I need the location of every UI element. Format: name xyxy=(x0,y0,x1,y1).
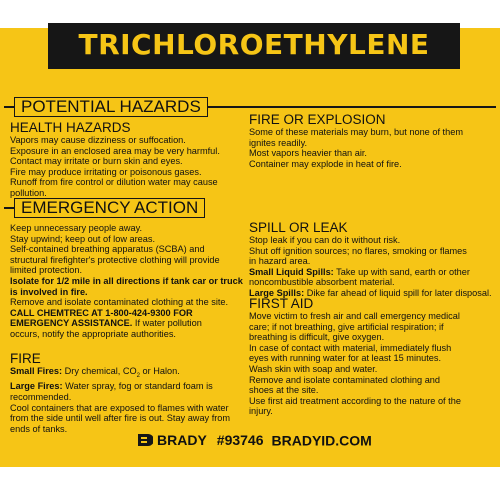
bold-text: Isolate for 1/2 mile in all directions if tank car or truck xyxy=(10,275,243,286)
text-line: from the side until well after fire is out. Stay away from xyxy=(10,413,231,424)
text-line: noncombustible absorbent material. xyxy=(249,277,395,288)
text-line xyxy=(10,381,250,392)
title-bar xyxy=(48,23,460,69)
text-line: pollution. xyxy=(10,187,47,198)
text-line: Some of these materials may burn, but none of them xyxy=(249,127,463,137)
plain-text: Take up with sand, earth or other xyxy=(333,266,470,277)
first-aid-heading: FIRST AID xyxy=(249,296,314,311)
plain-text: Dike far ahead of liquid spill for later disposal. xyxy=(304,287,492,298)
text-line xyxy=(10,318,250,329)
text-line: Vapors may cause dizziness or suffocation. xyxy=(10,135,186,145)
section-emergency-action xyxy=(4,198,204,218)
brady-logo-icon xyxy=(137,432,153,448)
text-line: Runoff from fire control or dilution water may cause xyxy=(10,177,218,188)
text-line: Remove and isolate contaminated clothing and xyxy=(249,374,441,385)
plain-text: If water pollution xyxy=(132,318,202,329)
text-line: In case of contact with material, immediately flush xyxy=(249,342,452,353)
text-line: injury. xyxy=(249,406,273,417)
website: BRADYID.COM xyxy=(271,432,372,449)
text-line xyxy=(10,366,250,381)
text-line-bold xyxy=(10,287,250,298)
section-title: EMERGENCY ACTION xyxy=(14,198,205,218)
bold-text: Large Spills: xyxy=(249,287,305,298)
fire-heading: FIRE xyxy=(10,351,41,366)
bold-text: CALL CHEMTREC AT 1-800-424-9300 FOR xyxy=(10,307,193,318)
text-line: Wash skin with soap and water. xyxy=(249,363,378,374)
plain-text: Dry chemical, CO xyxy=(62,366,137,376)
text-line: Fire may produce irritating or poisonous gases. xyxy=(10,166,202,177)
plain-text: Water spray, fog or standard foam is xyxy=(62,381,213,392)
text-line: Use first aid treatment according to the nature of the xyxy=(249,395,461,406)
spill-block xyxy=(249,221,494,299)
text-line: Exposure in an enclosed area may be very harmful. xyxy=(10,145,220,156)
fire-explosion-block xyxy=(249,113,489,169)
plain-text: or Halon. xyxy=(139,366,180,376)
text-line: Shut off ignition sources; no flares, smoking or flames xyxy=(249,245,467,256)
text-line: Most vapors heavier than air. xyxy=(249,148,367,159)
first-aid-block xyxy=(249,297,494,417)
text-line-bold xyxy=(10,308,250,319)
text-line: care; if not breathing, give artificial respiration; if xyxy=(249,321,444,332)
text-line: shoes at the site. xyxy=(249,385,319,396)
text-line: Stay upwind; keep out of low areas. xyxy=(10,233,156,244)
part-number: #93746 xyxy=(216,432,264,449)
text-line: Container may explode in heat of fire. xyxy=(249,158,402,169)
text-line: Stop leak if you can do it without risk. xyxy=(249,235,401,245)
text-line: Keep unnecessary people away. xyxy=(10,223,143,233)
brand-name: BRADY xyxy=(157,432,207,449)
text-line: eyes with running water for at least 15 minutes. xyxy=(249,353,442,364)
text-line: structural firefighter's protective clothing will provide xyxy=(10,254,220,265)
bold-text: is involved in fire. xyxy=(10,286,88,297)
text-line: limited protection. xyxy=(10,265,83,276)
emergency-block xyxy=(10,223,250,340)
text-line: Contact may irritate or burn skin and eyes. xyxy=(10,156,183,167)
text-line: Self-contained breathing apparatus (SCBA) and xyxy=(10,244,205,255)
text-line: ends of tanks. xyxy=(10,423,68,434)
text-line: recommended. xyxy=(10,392,72,403)
bold-text: Small Liquid Spills: xyxy=(249,266,334,277)
page-title: TRICHLOROETHYLENE xyxy=(78,28,430,61)
subscript: 2 xyxy=(136,372,140,379)
text-line: occurs, notify the appropriate authorities. xyxy=(10,328,176,339)
section-title: POTENTIAL HAZARDS xyxy=(14,97,208,117)
fire-block xyxy=(10,352,250,434)
text-line: Remove and isolate contaminated clothing at the site. xyxy=(10,297,229,308)
text-line: Move victim to fresh air and call emergency medical xyxy=(249,311,460,321)
text-line: ignites readily. xyxy=(249,137,308,148)
text-line: in hazard area. xyxy=(249,256,311,267)
text-line: Cool containers that are exposed to flames with water xyxy=(10,402,229,413)
bold-text: EMERGENCY ASSISTANCE. xyxy=(10,318,133,329)
text-line-bold xyxy=(10,276,250,287)
fire-explosion-heading: FIRE OR EXPLOSION xyxy=(249,112,386,127)
health-hazards-heading: HEALTH HAZARDS xyxy=(10,120,131,135)
text-line: breathing is difficult, give oxygen. xyxy=(249,332,385,343)
health-hazards-block xyxy=(10,121,250,199)
bold-text: Small Fires: xyxy=(10,366,63,376)
text-line xyxy=(249,267,494,278)
bold-text: Large Fires: xyxy=(10,381,63,392)
footer xyxy=(137,431,372,451)
spill-heading: SPILL OR LEAK xyxy=(249,220,348,235)
